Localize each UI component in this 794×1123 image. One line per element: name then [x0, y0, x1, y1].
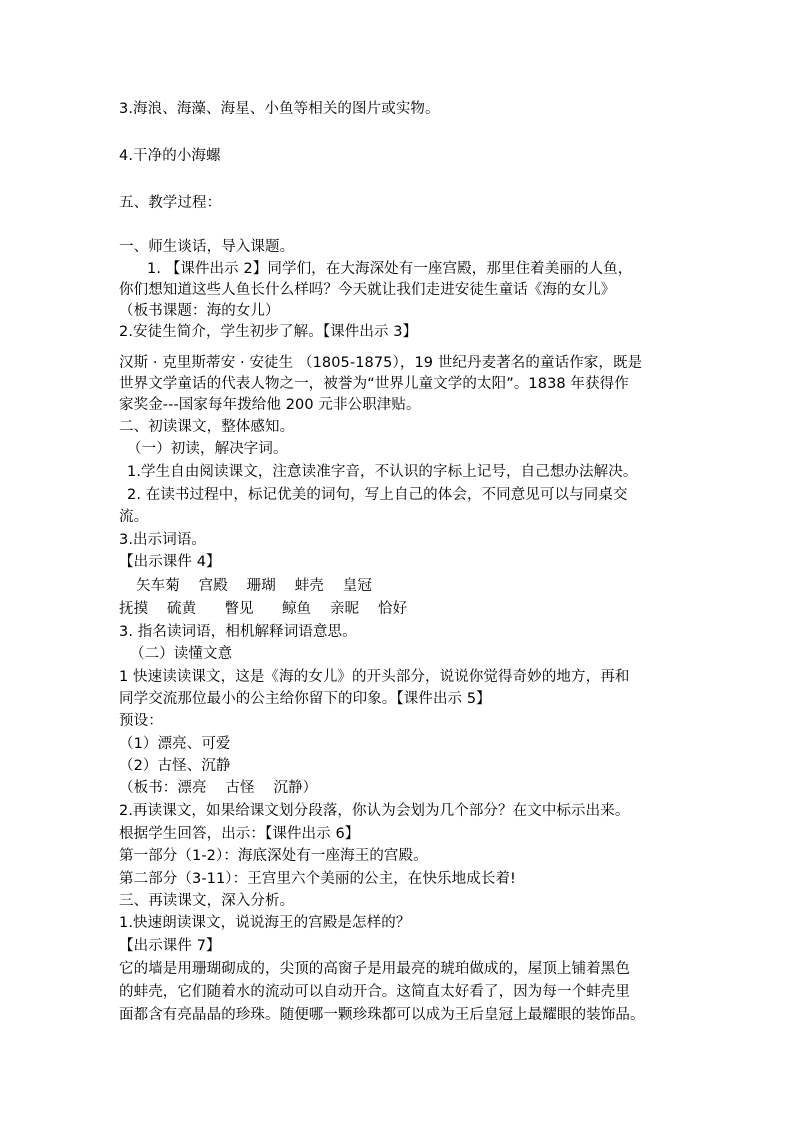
paragraph-line: 根据学生回答，出示：【课件出示 6】 [119, 826, 360, 842]
part-3-heading: 三、再读课文，深入分析。 [119, 893, 295, 909]
part-2-heading: 二、初读课文，整体感知。 [119, 419, 295, 435]
vocabulary-row: 矢车菊 宫殿 珊瑚 蚌壳 皇冠 [136, 578, 372, 594]
paragraph-line: 家奖金---国家每年拨给他 200 元非公职津贴。 [119, 397, 421, 413]
paragraph-line: 世界文学童话的代表人物之一，被誉为“世界儿童文学的太阳”。1838 年获得作 [119, 376, 629, 392]
board-note: （板书课题：海的女儿） [119, 303, 280, 319]
materials-item-3: 3.海浪、海藻、海星、小鱼等相关的图片或实物。 [119, 101, 440, 117]
paragraph-line: 2. 在读书过程中，标记优美的词句，写上自己的体会，不同意见可以与同桌交 [127, 487, 628, 503]
paragraph-line: 1.快速朗读课文，说说海王的宫殿是怎样的？ [119, 915, 411, 931]
preset-item: （2）古怪、沉静 [119, 758, 231, 774]
paragraph-line: 你们想知道这些人鱼长什么样吗？今天就让我们走进安徒生童话《海的女儿》 [119, 282, 616, 298]
subsection-heading: （二）读懂文意 [130, 646, 233, 662]
paragraph-line: 1 快速读读课文，这是《海的女儿》的开头部分，说说你觉得奇妙的地方，再和 [119, 669, 630, 685]
paragraph-line: 面都含有亮晶晶的珍珠。随便哪一颗珍珠都可以成为王后皇冠上最耀眼的装饰品。 [119, 1007, 645, 1023]
paragraph-line: 2.安徒生简介，学生初步了解。【课件出示 3】 [119, 324, 418, 340]
preset-item: （1）漂亮、可爱 [119, 736, 231, 752]
paragraph-line: 汉斯 · 克里斯蒂安 · 安徒生 （1805-1875），19 世纪丹麦著名的童话作家，既是 [119, 355, 643, 371]
subsection-heading: （一）初读，解决字词。 [127, 441, 288, 457]
board-note: （板书：漂亮 古怪 沉静） [119, 780, 318, 796]
preset-label: 预设： [119, 713, 163, 729]
vocabulary-row: 抚摸 硫黄 瞥见 鲸鱼 亲昵 恰好 [119, 601, 408, 617]
paragraph-line: 的蚌壳，它们随着水的流动可以自动开合。这简直太好看了，因为每一个蚌壳里 [119, 984, 630, 1000]
part-1-heading: 一、师生谈话，导入课题。 [119, 239, 295, 255]
paragraph-line: 流。 [119, 509, 149, 525]
paragraph-line: 1.学生自由阅读课文，注意读准字音，不认识的字标上记号，自己想办法解决。 [127, 464, 638, 480]
materials-item-4: 4.干净的小海螺 [119, 148, 221, 164]
paragraph-line: 3.出示词语。 [119, 532, 207, 548]
paragraph-line: 2.再读课文，如果给课文划分段落，你认为会划为几个部分？在文中标示出来。 [119, 803, 630, 819]
section-outline-item: 第二部分（3-11）：王宫里六个美丽的公主，在快乐地成长着! [119, 871, 516, 887]
paragraph-line: 3. 指名读词语，相机解释词语意思。 [119, 624, 357, 640]
courseware-label: 【出示课件 7】 [119, 938, 221, 954]
paragraph-line: 1. 【课件出示 2】同学们，在大海深处有一座宫殿，那里住着美丽的人鱼， [147, 261, 633, 277]
paragraph-line: 它的墙是用珊瑚砌成的，尖顶的高窗子是用最亮的琥珀做成的，屋顶上铺着黑色 [119, 961, 630, 977]
section-outline-item: 第一部分（1-2）：海底深处有一座海王的宫殿。 [119, 848, 428, 864]
courseware-label: 【出示课件 4】 [119, 554, 221, 570]
paragraph-line: 同学交流那位最小的公主给你留下的印象。【课件出示 5】 [119, 691, 491, 707]
section-5-heading: 五、教学过程： [119, 195, 222, 211]
